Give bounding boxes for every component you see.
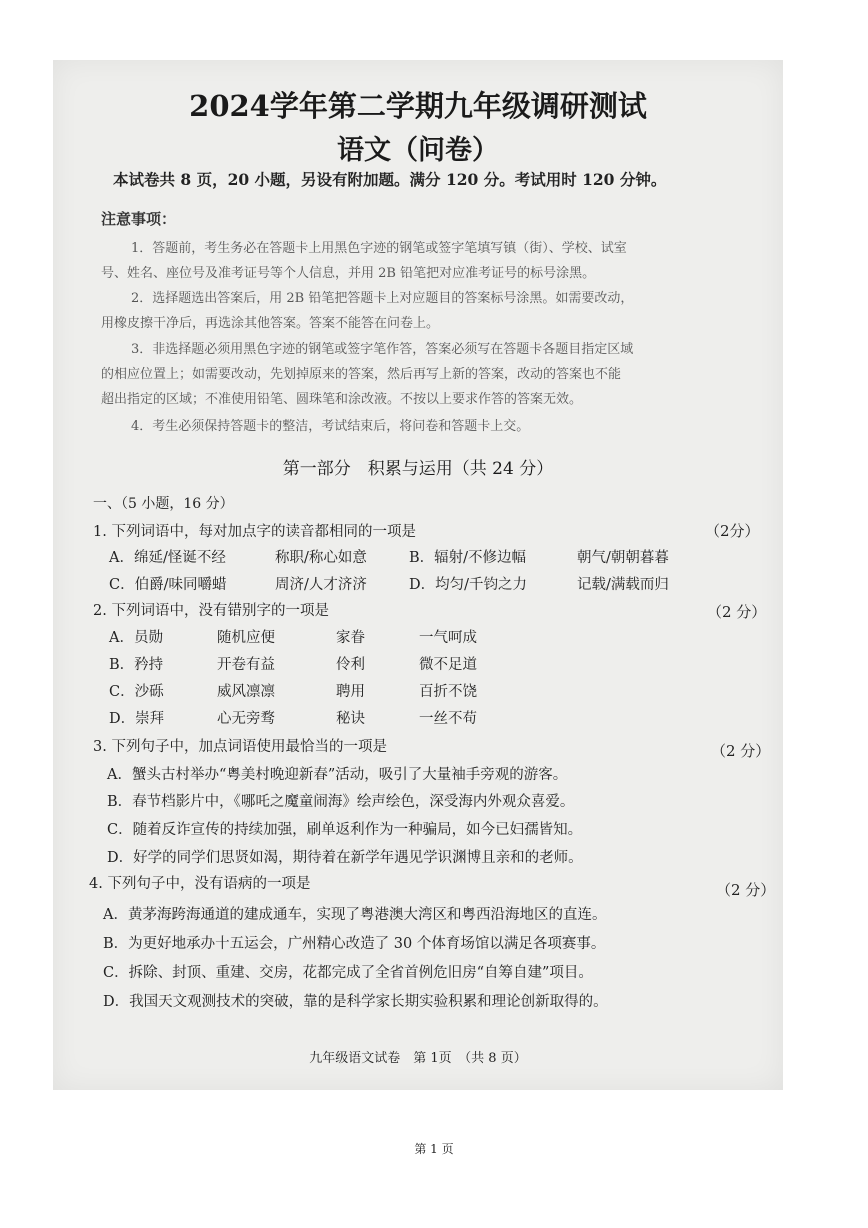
notice-line: 1．答题前，考生务必在答题卡上用黑色字迹的钢笔或签字笔填写镇（街）、学校、试室 xyxy=(131,241,627,256)
option-word: 聘用 xyxy=(336,684,365,700)
notice-line: 超出指定的区域；不准使用铅笔、圆珠笔和涂改液。不按以上要求作答的答案无效。 xyxy=(101,392,583,407)
exam-subtitle: 语文（问卷） xyxy=(337,135,499,166)
option-word: 一丝不苟 xyxy=(419,711,477,727)
option-word: 微不足道 xyxy=(419,657,477,673)
option-d-label: D．崇拜 xyxy=(109,711,165,727)
option-c-label: C．伯爵/味同嚼蜡 xyxy=(109,577,227,593)
page-footer: 九年级语文试卷 第 1页 （共 8 页） xyxy=(309,1051,527,1066)
option-word: 心无旁骛 xyxy=(217,711,275,727)
question-4-stem: 4. 下列句子中，没有语病的一项是 xyxy=(89,876,311,892)
option-word: 伶利 xyxy=(336,657,365,673)
question-2-score: （2 分） xyxy=(707,603,767,621)
option-c: C．拆除、封顶、重建、交房，花都完成了全省首例危旧房“自筹自建”项目。 xyxy=(103,965,593,981)
option-a-label: A．绵延/怪诞不经 xyxy=(109,550,226,566)
option-word: 随机应便 xyxy=(217,630,275,646)
option-word: 百折不饶 xyxy=(419,684,477,700)
notice-line: 用橡皮擦干净后，再选涂其他答案。答案不能答在问卷上。 xyxy=(101,316,440,331)
option-d-label: D．均匀/千钧之力 xyxy=(409,577,528,593)
option-a: A．蟹头古村举办“粤美村晚迎新春”活动，吸引了大量袖手旁观的游客。 xyxy=(107,767,568,783)
option-word: 一气呵成 xyxy=(419,630,477,646)
option-c: C．随着反诈宣传的持续加强，刷单返利作为一种骗局，如今已妇孺皆知。 xyxy=(107,822,583,838)
notice-line: 的相应位置上；如需要改动，先划掉原来的答案，然后再写上新的答案，改动的答案也不能 xyxy=(101,367,622,382)
option-d-word: 记载/满载而归 xyxy=(577,577,669,593)
option-word: 家眷 xyxy=(336,630,365,646)
notice-heading: 注意事项： xyxy=(101,210,177,228)
page-number: 第 1 页 xyxy=(414,1142,454,1156)
question-1-stem: 1. 下列词语中，每对加点字的读音都相同的一项是 xyxy=(93,524,416,540)
option-c-label: C．沙砾 xyxy=(109,684,164,700)
option-b-label: B．辐射/不修边幅 xyxy=(409,550,527,566)
part-title: 第一部分 积累与运用（共 24 分） xyxy=(282,459,554,479)
question-2-stem: 2. 下列词语中，没有错别字的一项是 xyxy=(93,603,329,619)
notice-line: 号、姓名、座位号及准考证号等个人信息，并用 2B 铅笔把对应准考证号的标号涂黑。 xyxy=(101,266,596,281)
option-c-word: 周济/人才济济 xyxy=(275,577,367,593)
option-b-label: B．矜持 xyxy=(109,657,164,673)
question-1-score: （2分） xyxy=(705,522,760,540)
notice-line: 4．考生必须保持答题卡的整洁，考试结束后，将问卷和答题卡上交。 xyxy=(131,419,530,434)
option-a-label: A．员勋 xyxy=(109,630,163,646)
option-word: 威风凛凛 xyxy=(217,684,275,700)
exam-page xyxy=(53,60,783,1090)
question-3-score: （2 分） xyxy=(711,742,771,760)
option-a: A．黄茅海跨海通道的建成通车，实现了粤港澳大湾区和粤西沿海地区的直连。 xyxy=(103,907,607,923)
exam-title: 2024学年第二学期九年级调研测试 xyxy=(189,89,647,123)
option-word: 秘诀 xyxy=(336,711,365,727)
question-4-score: （2 分） xyxy=(716,881,776,899)
option-b: B．春节档影片中，《哪吒之魔童闹海》绘声绘色，深受海内外观众喜爱。 xyxy=(107,794,575,810)
option-b-word: 朝气/朝朝暮暮 xyxy=(577,550,669,566)
section-heading: 一、（5 小题，16 分） xyxy=(93,496,234,512)
option-word: 开卷有益 xyxy=(217,657,275,673)
option-d: D．我国天文观测技术的突破，靠的是科学家长期实验积累和理论创新取得的。 xyxy=(103,994,608,1010)
option-a-word: 称职/称心如意 xyxy=(275,550,367,566)
option-b: B．为更好地承办十五运会，广州精心改造了 30 个体育场馆以满足各项赛事。 xyxy=(103,936,606,952)
notice-line: 2．选择题选出答案后，用 2B 铅笔把答题卡上对应题目的答案标号涂黑。如需要改动， xyxy=(131,291,634,306)
option-d: D．好学的同学们思贤如渴，期待着在新学年遇见学识渊博且亲和的老师。 xyxy=(107,850,583,866)
question-3-stem: 3. 下列句子中，加点词语使用最恰当的一项是 xyxy=(93,739,387,755)
notice-line: 3．非选择题必须用黑色字迹的钢笔或签字笔作答，答案必须写在答题卡各题目指定区域 xyxy=(131,342,634,357)
exam-intro: 本试卷共 8 页，20 小题，另设有附加题。满分 120 分。考试用时 120 分钟。 xyxy=(113,170,667,189)
